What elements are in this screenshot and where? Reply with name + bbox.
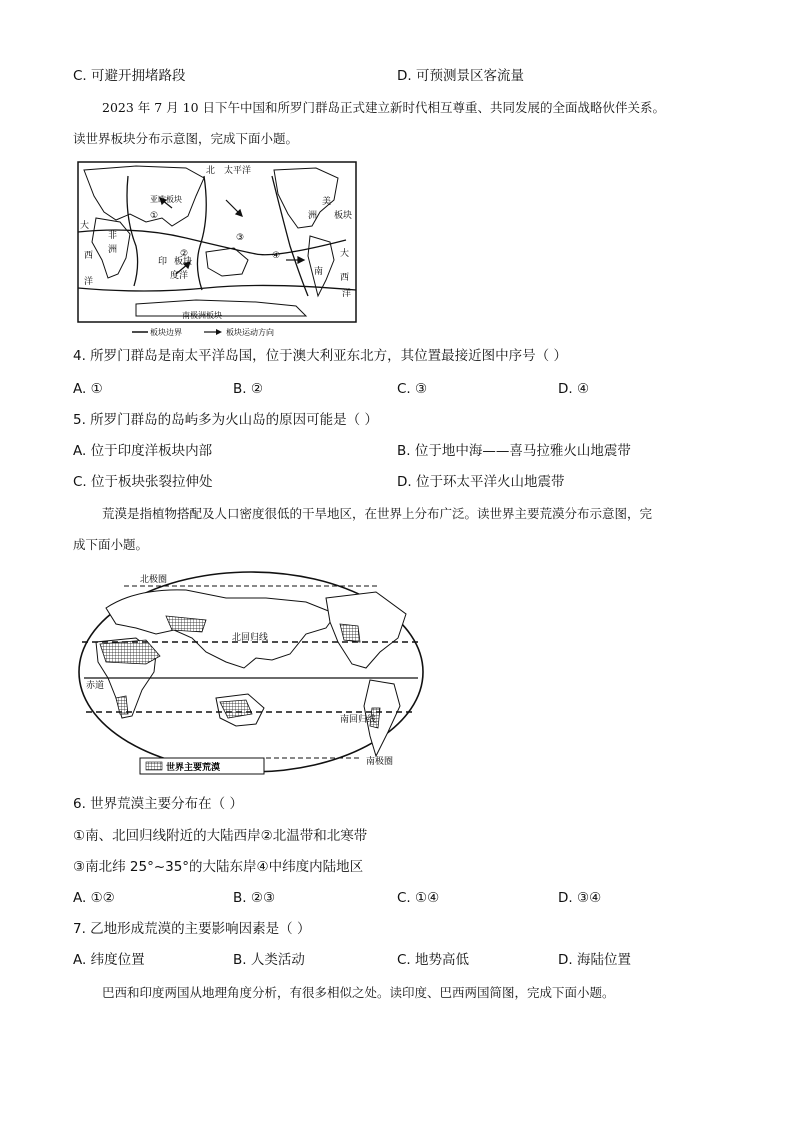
q4-option-c[interactable]: C. ③ [397, 381, 428, 397]
map1-label-na-plate2: 板块 [334, 211, 353, 221]
map1-label-ocean2: 洋 [342, 289, 352, 299]
q6-option-a[interactable]: A. ①② [73, 890, 115, 906]
q4-option-b[interactable]: B. ② [233, 381, 263, 397]
map1-label-na: 美 [322, 197, 332, 207]
q7-option-a[interactable]: A. 纬度位置 [73, 952, 145, 968]
q6-statements-2: ③南北纬 25°~35°的大陆东岸④中纬度内陆地区 [73, 859, 364, 875]
map1-label-indian-ocean: 度洋 [170, 271, 189, 281]
q6-option-c[interactable]: C. ①④ [397, 890, 440, 906]
map2-tropic-n-label: 北回归线 [232, 633, 269, 643]
marker-2: ② [180, 249, 189, 259]
prev-option-c: C. 可避开拥堵路段 [73, 68, 186, 84]
map1-legend-boundary: 板块边界 [150, 328, 182, 337]
q5-stem: 5. 所罗门群岛的岛屿多为火山岛的原因可能是（ ） [73, 412, 378, 428]
marker-1: ① [150, 211, 159, 221]
map1-label-antarctic: 南极洲板块 [182, 311, 222, 320]
q6-option-b[interactable]: B. ②③ [233, 890, 276, 906]
q7-stem: 7. 乙地形成荒漠的主要影响因素是（ ） [73, 921, 311, 937]
map1-label-west: 西 [84, 251, 94, 261]
q7-option-d[interactable]: D. 海陆位置 [558, 952, 631, 968]
q5-option-b[interactable]: B. 位于地中海——喜马拉雅火山地震带 [397, 443, 631, 459]
map1-legend-direction: 板块运动方向 [226, 328, 274, 337]
intro3-line1: 巴西和印度两国从地理角度分析，有很多相似之处。读印度、巴西两国简图，完成下面小题。 [102, 985, 615, 1000]
prev-option-d: D. 可预测景区客流量 [397, 68, 524, 84]
map1-label-west2: 西 [340, 273, 350, 283]
map1-label-na-plate: 洲 [308, 211, 318, 221]
map1-label-indian-plate: 板块 [174, 257, 193, 267]
map2-equator-label: 赤道 [86, 681, 105, 691]
map1-label-north: 北 [206, 166, 216, 176]
map1-label-pacific-top: 太平洋 [224, 166, 252, 176]
marker-4: ④ [272, 251, 281, 261]
map2-arctic-label: 北极圈 [140, 575, 168, 585]
map2-tropic-s-label: 南回归线 [340, 715, 377, 725]
q4-option-a[interactable]: A. ① [73, 381, 103, 397]
q5-option-d[interactable]: D. 位于环太平洋火山地震带 [397, 474, 565, 490]
marker-3: ③ [236, 233, 245, 243]
intro1-line1: 2023 年 7 月 10 日下午中国和所罗门群岛正式建立新时代相互尊重、共同发展的全面战略伙伴关系。 [102, 100, 666, 115]
desert-map [76, 568, 426, 780]
q4-stem: 4. 所罗门群岛是南太平洋岛国，位于澳大利亚东北方，其位置最接近图中序号（ ） [73, 348, 567, 364]
intro2-line1: 荒漠是指植物搭配及人口密度很低的干旱地区，在世界上分布广泛。读世界主要荒漠分布示意图，完 [102, 506, 653, 521]
q6-option-d[interactable]: D. ③④ [558, 890, 602, 906]
map1-label-continent: 洲 [108, 245, 118, 255]
map1-label-atlantic: 大 [340, 249, 350, 259]
q6-statements-1: ①南、北回归线附近的大陆西岸②北温带和北寒带 [73, 828, 368, 844]
q4-option-d[interactable]: D. ④ [558, 381, 590, 397]
map1-label-africa: 非 [108, 231, 118, 241]
map2-antarctic-label: 南极圈 [366, 757, 394, 767]
intro2-line2: 成下面小题。 [73, 537, 149, 552]
map1-label-big: 大 [80, 221, 90, 231]
map1-label-indian: 印 [158, 257, 168, 267]
q5-option-a[interactable]: A. 位于印度洋板块内部 [73, 443, 213, 459]
plate-map [76, 156, 358, 338]
q5-option-c[interactable]: C. 位于板块张裂拉伸处 [73, 474, 213, 490]
map1-label-sa: 南 [314, 267, 324, 277]
q7-option-b[interactable]: B. 人类活动 [233, 952, 305, 968]
q7-option-c[interactable]: C. 地势高低 [397, 952, 470, 968]
map1-label-ocean: 洋 [84, 277, 94, 287]
q6-stem: 6. 世界荒漠主要分布在（ ） [73, 796, 243, 812]
intro1-line2: 读世界板块分布示意图，完成下面小题。 [73, 131, 299, 146]
map2-legend-label: 世界主要荒漠 [166, 763, 221, 773]
map1-label-eurasia: 亚欧板块 [150, 195, 182, 204]
